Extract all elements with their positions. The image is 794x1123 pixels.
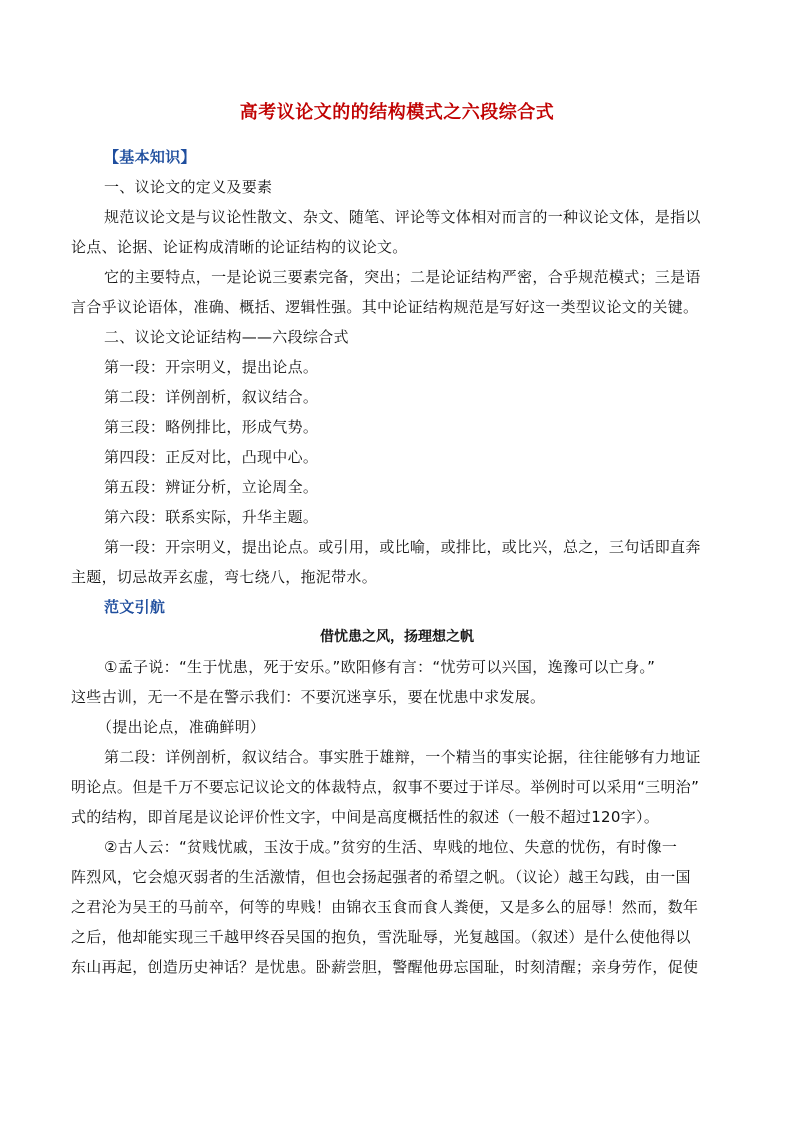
step-item: 第一段：开宗明义，提出论点。	[104, 358, 319, 376]
example-title: 借忧患之风，扬理想之帆	[320, 629, 474, 645]
paragraph-line: 它的主要特点，一是论说三要素完备，突出；二是论证结构严密，合乎规范模式；三是语	[104, 268, 701, 286]
example-line: ②古人云：“贫贱忧戚，玉汝于成。”贫穷的生活、卑贱的地位、失意的忧伤，有时像一	[104, 838, 678, 856]
paragraph-line: 明论点。但是千万不要忘记议论文的体裁特点，叙事不要过于详尽。举例时可以采用“三明治”	[71, 778, 700, 796]
example-line: 之君沦为吴王的马前卒，何等的卑贱！由锦衣玉食而食人粪便，又是多么的屈辱！然而，数年	[71, 898, 699, 916]
paragraph-line: 言合乎议论语体，准确、概括、逻辑性强。其中论证结构规范是写好这一类型议论文的关键。	[71, 298, 699, 316]
example-line: ①孟子说：“生于忧患，死于安乐。”欧阳修有言：“忧劳可以兴国，逸豫可以亡身。”	[104, 658, 656, 676]
paragraph-line: 第一段：开宗明义，提出论点。或引用，或比喻，或排比，或比兴，总之，三句话即直奔	[104, 538, 701, 556]
example-line: 东山再起，创造历史神话？是忧患。卧薪尝胆，警醒他毋忘国耻，时刻清醒；亲身劳作，促使	[71, 958, 699, 976]
example-line: 这些古训，无一不是在警示我们：不要沉迷享乐，要在忧患中求发展。	[71, 688, 546, 706]
paragraph-line: 规范议论文是与议论性散文、杂文、随笔、评论等文体相对而言的一种议论文体，是指以	[104, 208, 701, 226]
step-item: 第二段：详例剖析，叙议结合。	[104, 388, 319, 406]
paragraph-line: 论点、论据、论证构成清晰的论证结构的议论文。	[71, 238, 408, 256]
step-item: 第五段：辨证分析，立论周全。	[104, 478, 319, 496]
example-line: 之后，他却能实现三千越甲终吞吴国的抱负，雪洗耻辱，光复越国。（叙述）是什么使他得以	[71, 928, 691, 946]
step-item: 第六段：联系实际，升华主题。	[104, 508, 319, 526]
section-heading-structure: 二、议论文论证结构——六段综合式	[104, 328, 349, 346]
example-line: 阵烈风，它会熄灭弱者的生活激情，但也会扬起强者的希望之帆。（议论）越王勾践，由一国	[71, 868, 691, 886]
example-note: （提出论点，准确鲜明）	[97, 718, 266, 736]
paragraph-line: 主题，切忌故弄玄虚，弯七绕八，拖泥带水。	[71, 568, 378, 586]
paragraph-line: 第二段：详例剖析，叙议结合。事实胜于雄辩，一个精当的事实论据，往往能够有力地证	[104, 748, 701, 766]
paragraph-line: 式的结构，即首尾是议论评价性文字，中间是高度概括性的叙述（一般不超过120字）。	[71, 808, 660, 826]
section-heading-definition: 一、议论文的定义及要素	[104, 178, 273, 196]
basic-knowledge-heading: 【基本知识】	[104, 148, 196, 166]
step-item: 第三段：略例排比，形成气势。	[104, 418, 319, 436]
document-page	[71, 100, 723, 982]
document-title: 高考议论文的的结构模式之六段综合式	[239, 102, 555, 123]
step-item: 第四段：正反对比，凸现中心。	[104, 448, 319, 466]
example-heading: 范文引航	[104, 598, 166, 616]
